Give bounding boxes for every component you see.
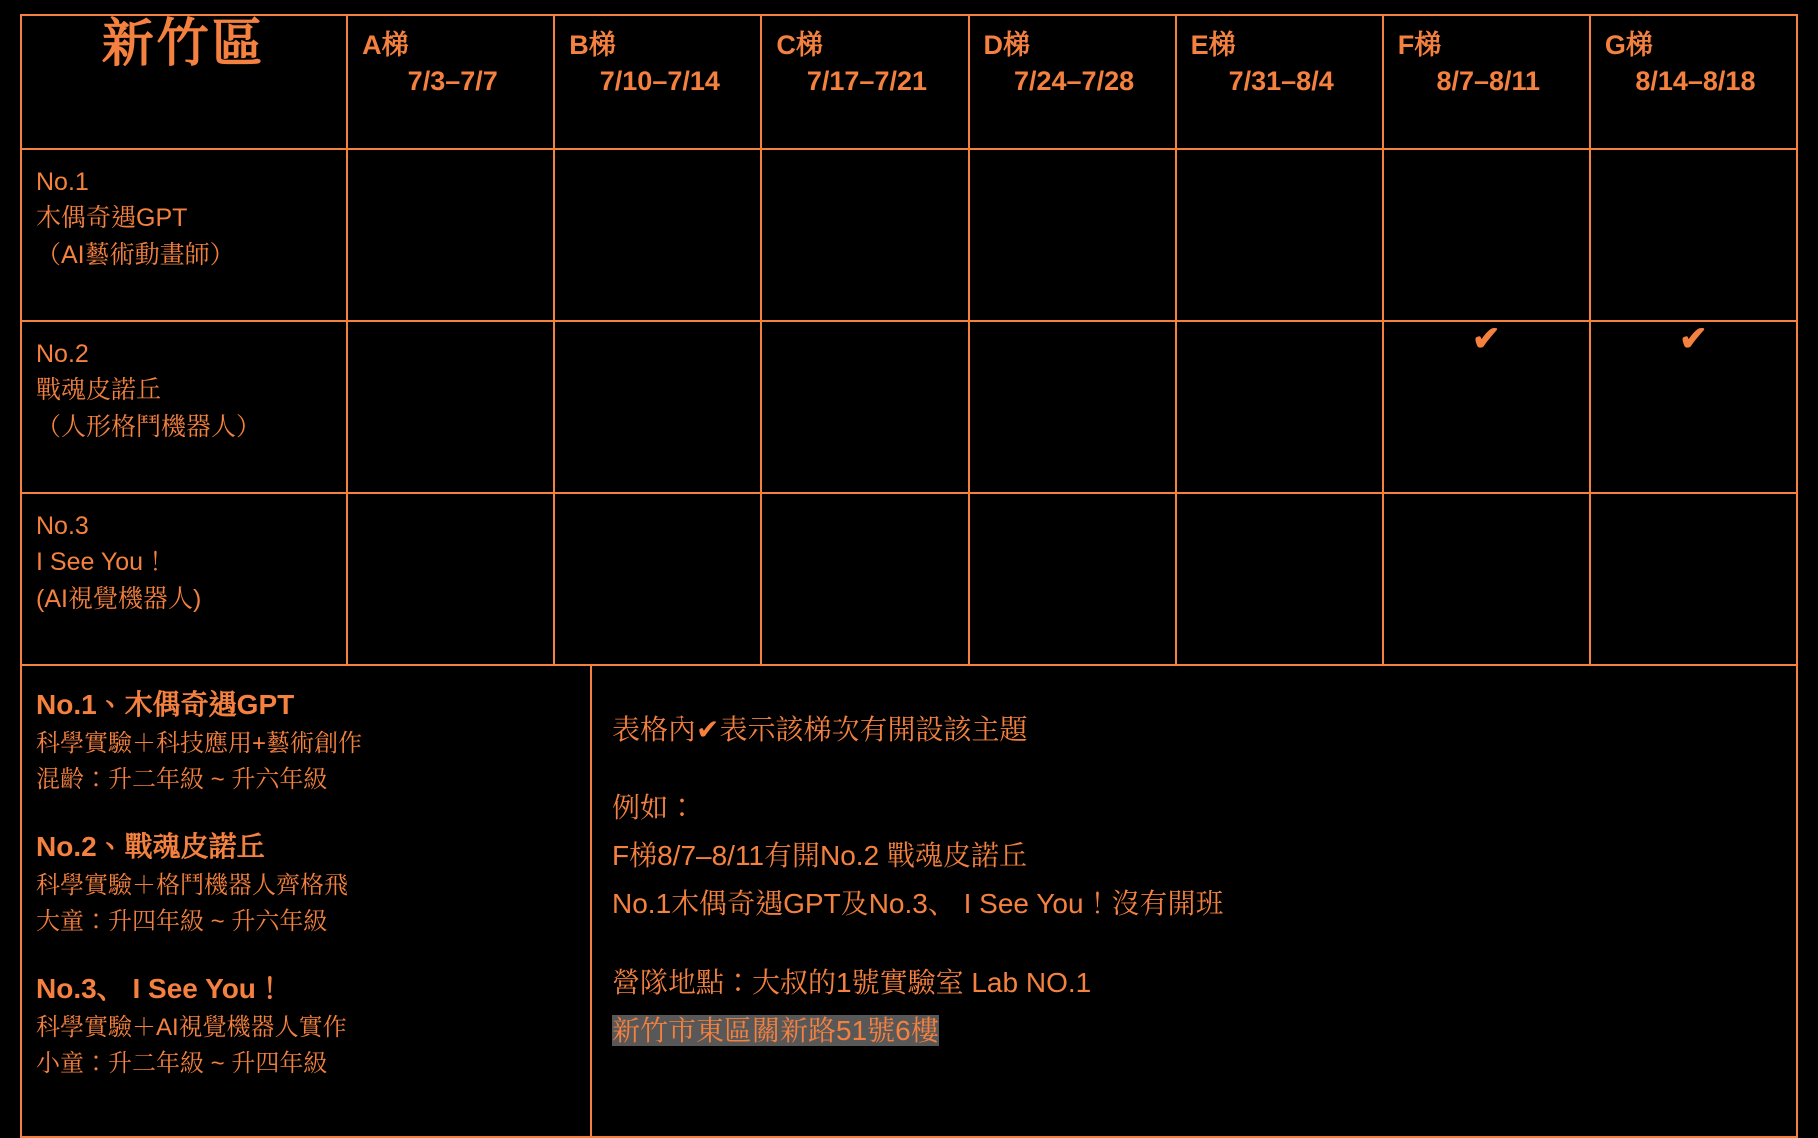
address-highlight: 新竹市東區關新路51號6樓 — [612, 1014, 939, 1046]
topic-cell-1 — [21, 149, 347, 321]
notes-panel — [592, 666, 1796, 1136]
course-grade: 大童：升四年級 ~ 升六年級 — [36, 908, 328, 935]
mark-cell-3-a[interactable] — [347, 493, 554, 665]
ladder-header-f — [1383, 15, 1590, 149]
topic-number: No.3 — [36, 512, 89, 540]
table-header-row — [21, 15, 1797, 149]
mark-cell-1-b[interactable] — [554, 149, 761, 321]
ladder-date: 7/17–7/21 — [806, 66, 927, 97]
check-mark: ✔ — [1472, 320, 1501, 358]
mark-cell-1-a[interactable] — [347, 149, 554, 321]
ladder-name: D梯 — [983, 30, 1030, 60]
ladder-header-a — [347, 15, 554, 149]
ladder-header-g — [1590, 15, 1797, 149]
mark-cell-2-b[interactable] — [554, 321, 761, 493]
course-content: 科學實驗＋格鬥機器人齊格飛 — [36, 872, 348, 899]
example-line-2: No.1木偶奇遇GPT及No.3、 I See You！沒有開班 — [612, 888, 1224, 920]
example-line-1: F梯8/7–8/11有開No.2 戰魂皮諾丘 — [612, 840, 1027, 872]
course-block-2 — [36, 826, 590, 940]
ladder-header-e — [1176, 15, 1383, 149]
topic-subtitle: （人形格鬥機器人） — [36, 412, 262, 441]
region-title-cell — [21, 15, 347, 149]
topic-title: I See You！ — [36, 548, 169, 577]
mark-cell-3-c[interactable] — [761, 493, 968, 665]
ladder-header-d — [969, 15, 1176, 149]
topic-cell-2 — [21, 321, 347, 493]
mark-cell-2-c[interactable] — [761, 321, 968, 493]
ladder-date: 7/3–7/7 — [407, 66, 498, 97]
course-content: 科學實驗＋AI視覺機器人實作 — [36, 1014, 347, 1041]
spacer — [612, 754, 1796, 784]
topic-subtitle: (AI視覺機器人) — [36, 584, 202, 613]
ladder-date: 7/24–7/28 — [1013, 66, 1135, 97]
mark-cell-3-e[interactable] — [1176, 493, 1383, 665]
ladder-name: A梯 — [362, 30, 409, 60]
ladder-name: G梯 — [1604, 30, 1653, 60]
mark-cell-2-d[interactable] — [969, 321, 1176, 493]
topic-number: No.2 — [36, 340, 89, 368]
mark-cell-2-g[interactable] — [1590, 321, 1797, 493]
example-label: 例如： — [612, 792, 697, 824]
table-row — [21, 493, 1797, 665]
ladder-header-b — [554, 15, 761, 149]
mark-cell-1-g[interactable] — [1590, 149, 1797, 321]
mark-cell-1-f[interactable] — [1383, 149, 1590, 321]
ladder-header-c — [761, 15, 968, 149]
mark-cell-1-c[interactable] — [761, 149, 968, 321]
course-title: No.3、 I See You！ — [36, 973, 284, 1004]
page-title: 新竹區 — [101, 15, 267, 73]
topic-subtitle: （AI藝術動畫師） — [36, 240, 235, 269]
course-descriptions — [22, 666, 592, 1136]
course-title: No.1、木偶奇遇GPT — [36, 689, 295, 720]
mark-cell-3-d[interactable] — [969, 493, 1176, 665]
ladder-name: C梯 — [776, 30, 823, 60]
course-grade: 混齡：升二年級 ~ 升六年級 — [36, 766, 328, 793]
topic-number: No.1 — [36, 168, 89, 196]
ladder-date: 7/31–8/4 — [1228, 66, 1334, 97]
mark-cell-2-a[interactable] — [347, 321, 554, 493]
mark-cell-3-g[interactable] — [1590, 493, 1797, 665]
ladder-name: B梯 — [569, 30, 616, 60]
legend-note: 表格內✔表示該梯次有開設該主題 — [612, 714, 1028, 745]
address-line — [612, 1007, 1796, 1055]
table-row — [21, 321, 1797, 493]
topic-title: 戰魂皮諾丘 — [36, 376, 162, 405]
venue-line: 營隊地點：大叔的1號實驗室 Lab NO.1 — [612, 966, 1092, 998]
course-block-3 — [36, 968, 590, 1082]
ladder-date: 8/7–8/11 — [1436, 66, 1541, 97]
mark-cell-2-f[interactable] — [1383, 321, 1590, 493]
course-grade: 小童：升二年級 ~ 升四年級 — [36, 1050, 328, 1077]
ladder-name: E梯 — [1190, 30, 1236, 60]
course-block-1 — [36, 684, 590, 798]
mark-cell-3-b[interactable] — [554, 493, 761, 665]
topic-cell-3 — [21, 493, 347, 665]
mark-cell-3-f[interactable] — [1383, 493, 1590, 665]
schedule-table — [20, 14, 1798, 666]
table-row — [21, 149, 1797, 321]
course-content: 科學實驗＋科技應用+藝術創作 — [36, 730, 363, 757]
spacer — [612, 929, 1796, 959]
check-mark: ✔ — [1679, 320, 1708, 358]
topic-title: 木偶奇遇GPT — [36, 204, 188, 233]
mark-cell-1-d[interactable] — [969, 149, 1176, 321]
mark-cell-1-e[interactable] — [1176, 149, 1383, 321]
ladder-date: 8/14–8/18 — [1635, 66, 1756, 97]
ladder-name: F梯 — [1397, 30, 1442, 60]
bottom-section — [20, 666, 1798, 1138]
course-title: No.2、戰魂皮諾丘 — [36, 831, 265, 862]
ladder-date: 7/10–7/14 — [599, 66, 720, 97]
mark-cell-2-e[interactable] — [1176, 321, 1383, 493]
